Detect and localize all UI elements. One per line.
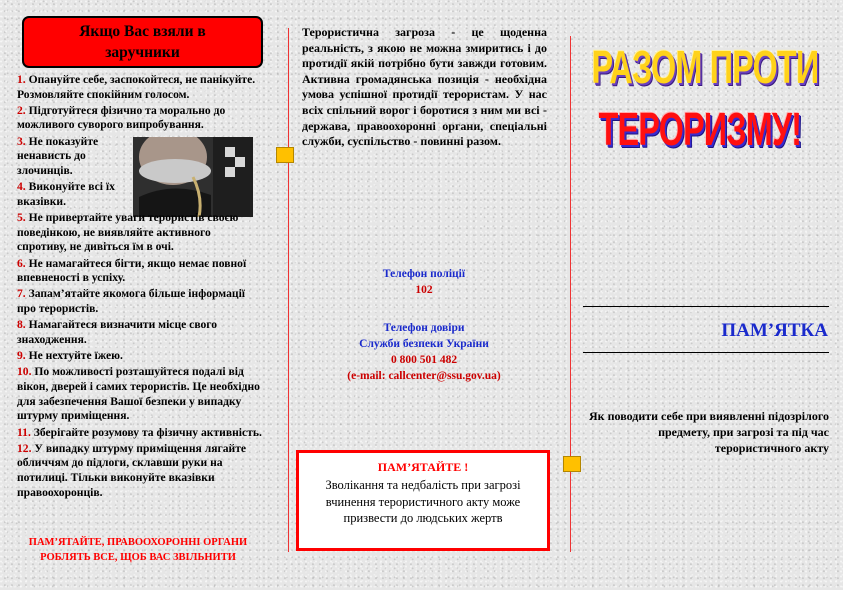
- memo-subtitle: Як поводити себе при виявленні підозрілого предмету, при загрозі та під час терористичного акту: [589, 409, 829, 455]
- rule-text: Не намагайтеся бігти, якщо немає повної впевненості в успіху.: [17, 256, 247, 285]
- memo-divider-top: [583, 306, 829, 307]
- hostage-title-line2: заручники: [105, 44, 180, 61]
- left-footer-line2: РОБЛЯТЬ ВСЕ, ЩОБ ВАС ЗВІЛЬНИТИ: [40, 552, 236, 563]
- trust-phone-label-line1: Телефон довіри: [383, 322, 465, 334]
- rule-number: 9.: [17, 349, 26, 363]
- rule-item: [17, 318, 263, 347]
- left-footer-line1: ПАМ’ЯТАЙТЕ, ПРАВООХОРОННІ ОРГАНИ: [28, 537, 248, 548]
- rule-number: 3.: [17, 134, 26, 148]
- rule-item: [17, 257, 263, 286]
- rule-text: Не нехтуйте їжею.: [28, 349, 123, 363]
- rule-number: 1.: [17, 73, 26, 86]
- hostage-rules-list: [17, 73, 263, 502]
- rule-text: У випадку штурму приміщення лягайте обличчям до підлоги, склавши руки на потилиці. Тільки виконуйте вказівки правоохоронців.: [17, 441, 247, 499]
- fold-marker-left: [276, 147, 294, 163]
- remember-title: ПАМ’ЯТАЙТЕ !: [377, 460, 469, 474]
- rule-text: Зберігайте розумову та фізичну активність.: [33, 425, 262, 439]
- rule-text: Запам’ятайте якомога більше інформації про терористів.: [17, 287, 246, 316]
- rule-item: [17, 426, 263, 441]
- rule-text: По можливості розташуйтеся подалі від вікон, дверей і самих терористів. Це необхідно для забезпечення Вашої безпеки у випадку штурму приміщення.: [17, 365, 260, 423]
- rule-number: 5.: [17, 211, 26, 225]
- rule-number: 4.: [17, 180, 26, 194]
- remember-warning-box: [296, 450, 550, 551]
- rule-number: 11.: [17, 425, 31, 439]
- hostage-title-line1: Якщо Вас взяли в: [79, 23, 206, 40]
- rule-item: [17, 180, 129, 209]
- rule-item: [17, 349, 263, 364]
- trust-email: (e-mail: callcenter@ssu.gov.ua): [347, 370, 501, 382]
- rule-item: [17, 442, 263, 500]
- trust-phone-number: 0 800 501 482: [390, 354, 458, 366]
- rule-item: [17, 104, 263, 133]
- rule-number: 8.: [17, 318, 26, 332]
- rule-text: Не показуйте ненависть до злочинців.: [17, 134, 99, 177]
- rule-text: Виконуйте всі їх вказівки.: [17, 180, 115, 208]
- rule-text: Не привертайте уваги терористів своєю поведінкою, не виявляйте активного спротиву, не дивіться їм в очі.: [17, 211, 239, 254]
- phone-contacts: [290, 266, 558, 384]
- threat-paragraph: Терористична загроза - це щоденна реальність, з якою не можна змиритись і до протидії якій потрібно бути завжди готовим. Активна громадянська позиція - необхідна умова успішної протидії терористам. У нас всіх спільний ворог і боротися з ним ми всі - держава, правоохоронні органи, спеціальні служби, суспільство - повинні разом.: [302, 25, 547, 149]
- police-phone-number: 102: [415, 284, 433, 296]
- memo-divider-bottom: [583, 352, 829, 353]
- rule-text: Намагайтеся визначити місце свого знаходження.: [17, 318, 218, 346]
- rule-item: [17, 287, 263, 316]
- remember-text: Зволікання та недбалість при загрозі вчинення терористичного акту може призвести до людських жертв: [325, 478, 521, 525]
- rule-number: 12.: [17, 441, 32, 455]
- memo-label: ПАМ’ЯТКА: [721, 320, 828, 341]
- police-phone-label: Телефон поліції: [382, 268, 466, 280]
- fold-line-right: [570, 36, 571, 552]
- hostage-title-box: [22, 16, 263, 68]
- rule-text: Опануйте себе, заспокойтеся, не панікуйте. Розмовляйте спокійним голосом.: [17, 73, 256, 101]
- rule-number: 10.: [17, 365, 32, 379]
- rule-number: 2.: [17, 103, 26, 117]
- main-title-line1: РАЗОМ ПРОТИ: [591, 41, 819, 93]
- trust-phone-label-line2: Служби безпеки України: [359, 338, 489, 350]
- fold-marker-right: [563, 456, 581, 472]
- main-title-line2: ТЕРОРИЗМУ!: [598, 103, 802, 155]
- rule-number: 7.: [17, 287, 26, 301]
- rule-text: Підготуйтеся фізично та морально до можливого суворого випробування.: [17, 103, 226, 132]
- rule-item: [17, 73, 263, 102]
- fold-line-left: [288, 28, 289, 552]
- rule-item: [17, 365, 263, 423]
- rule-item: [17, 211, 263, 255]
- rule-number: 6.: [17, 256, 26, 270]
- rule-item: [17, 135, 129, 179]
- left-footer-note: [18, 535, 258, 565]
